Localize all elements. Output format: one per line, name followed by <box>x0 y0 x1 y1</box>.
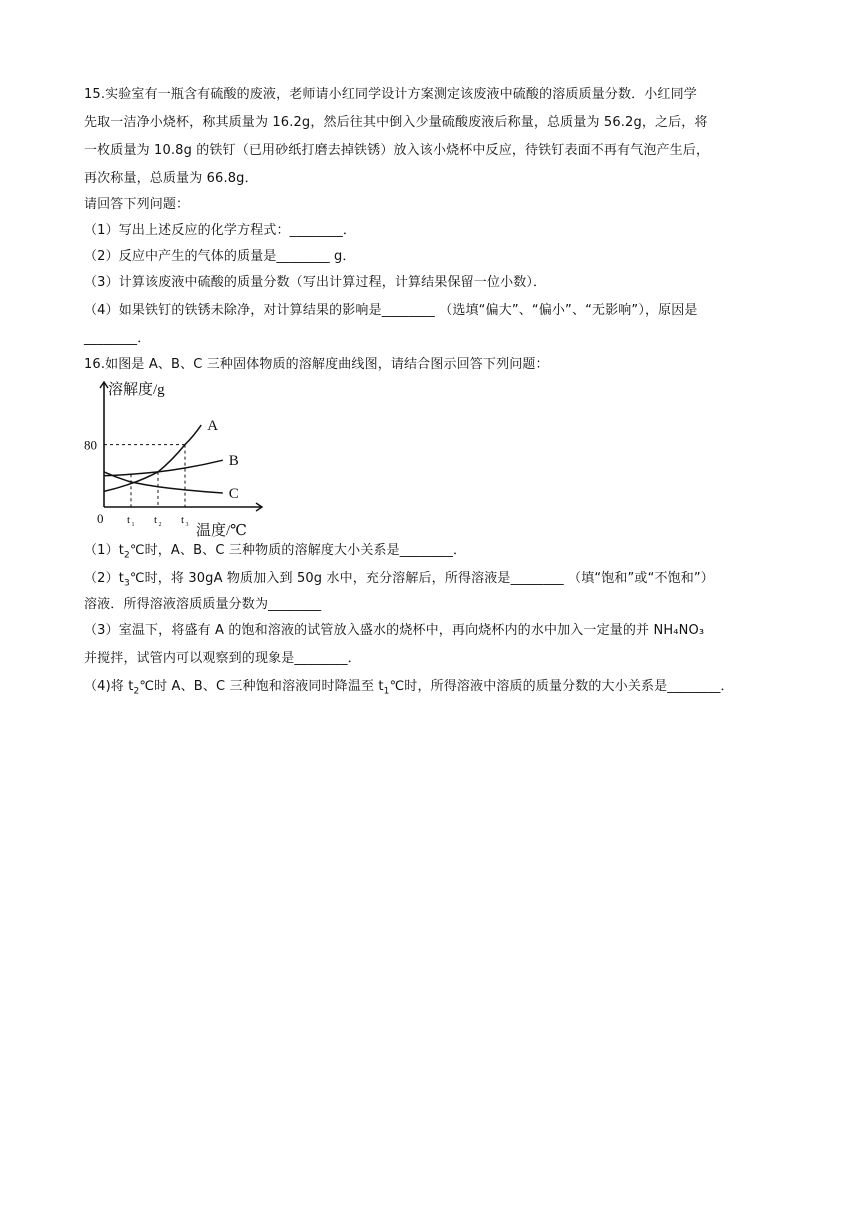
x-tick-t1: t <box>127 514 131 526</box>
q16-sub3-line2: 并搅拌，试管内可以观察到的现象是________． <box>84 651 361 666</box>
x-axis-title: 温度/℃ <box>196 523 247 539</box>
q15-sub1: （1）写出上述反应的化学方程式：________． <box>84 223 357 238</box>
x-tick-0: 0 <box>97 511 104 526</box>
x-tick-sub-t1: 1 <box>131 522 135 528</box>
q16-sub1: $(1)t_2℃$时，A、B、C 三种物质的溶解度大小关系是________． <box>84 543 467 561</box>
solubility-chart <box>84 380 284 540</box>
q16-intro: 16.如图是 A、B、C 三种固体物质的溶解度曲线图，请结合图示回答下列问题： <box>84 357 549 372</box>
q16-sub3-line1: （3）室温下，将盛有 A 的饱和溶液的试管放入盛水的烧杯中，再向烧杯内的水中加入一定量的并 NH₄NO₃ <box>84 623 705 638</box>
q15-prompt: 请回答下列问题： <box>84 197 190 212</box>
series-label-A: A <box>207 418 219 435</box>
q15-line4: 再次称量，总质量为 66.8g． <box>84 171 258 186</box>
y-tick-80: 80 <box>84 437 97 453</box>
series-label-C: C <box>228 485 239 502</box>
q15-sub4-line1: （4）如果铁钉的铁锈未除净，对计算结果的影响是________ （选填“偏大”、“偏小”、“无影响”），原因是 <box>84 303 698 318</box>
y-axis-title: 溶解度/g <box>108 382 165 398</box>
x-tick-t2: t <box>154 514 158 526</box>
x-tick-sub-t3: 3 <box>185 522 189 528</box>
q16-sub2-line1: $(2)t_3℃$时，将 30gA 物质加入到 50g 水中，充分溶解后，所得溶液是________ （填“饱和”或“不饱和”） <box>84 571 714 589</box>
q16-sub4: （4)将 $t_2℃$时 A、B、C 三种饱和溶液同时降温至 $t_1℃$时，所得溶液中溶质的质量分数的大小关系是________． <box>84 679 734 697</box>
q15-sub4-line2: ________． <box>84 331 151 346</box>
q16-sub2-line2: 溶液．所得溶液溶质质量分数为________ <box>84 597 322 612</box>
series-label-B: B <box>228 453 239 470</box>
q15-sub3: （3）计算该废液中硫酸的质量分数（写出计算过程，计算结果保留一位小数）． <box>84 275 547 290</box>
x-tick-sub-t2: 2 <box>158 522 162 528</box>
q15-line1: 15.实验室有一瓶含有硫酸的废液，老师请小红同学设计方案测定该废液中硫酸的溶质质量分数．小红同学 <box>84 87 697 102</box>
x-tick-t3: t <box>181 514 185 526</box>
q15-sub2: （2）反应中产生的气体的质量是________ g． <box>84 249 356 264</box>
curve-A <box>104 425 201 491</box>
q15-line3: 一枚质量为 10.8g 的铁钉（已用砂纸打磨去掉铁锈）放入该小烧杯中反应，待铁钉表面不再有气泡产生后， <box>84 143 710 158</box>
q15-line2: 先取一洁净小烧杯，称其质量为 16.2g，然后往其中倒入少量硫酸废液后称量，总质量为 56.2g，之后，将 <box>84 115 708 130</box>
